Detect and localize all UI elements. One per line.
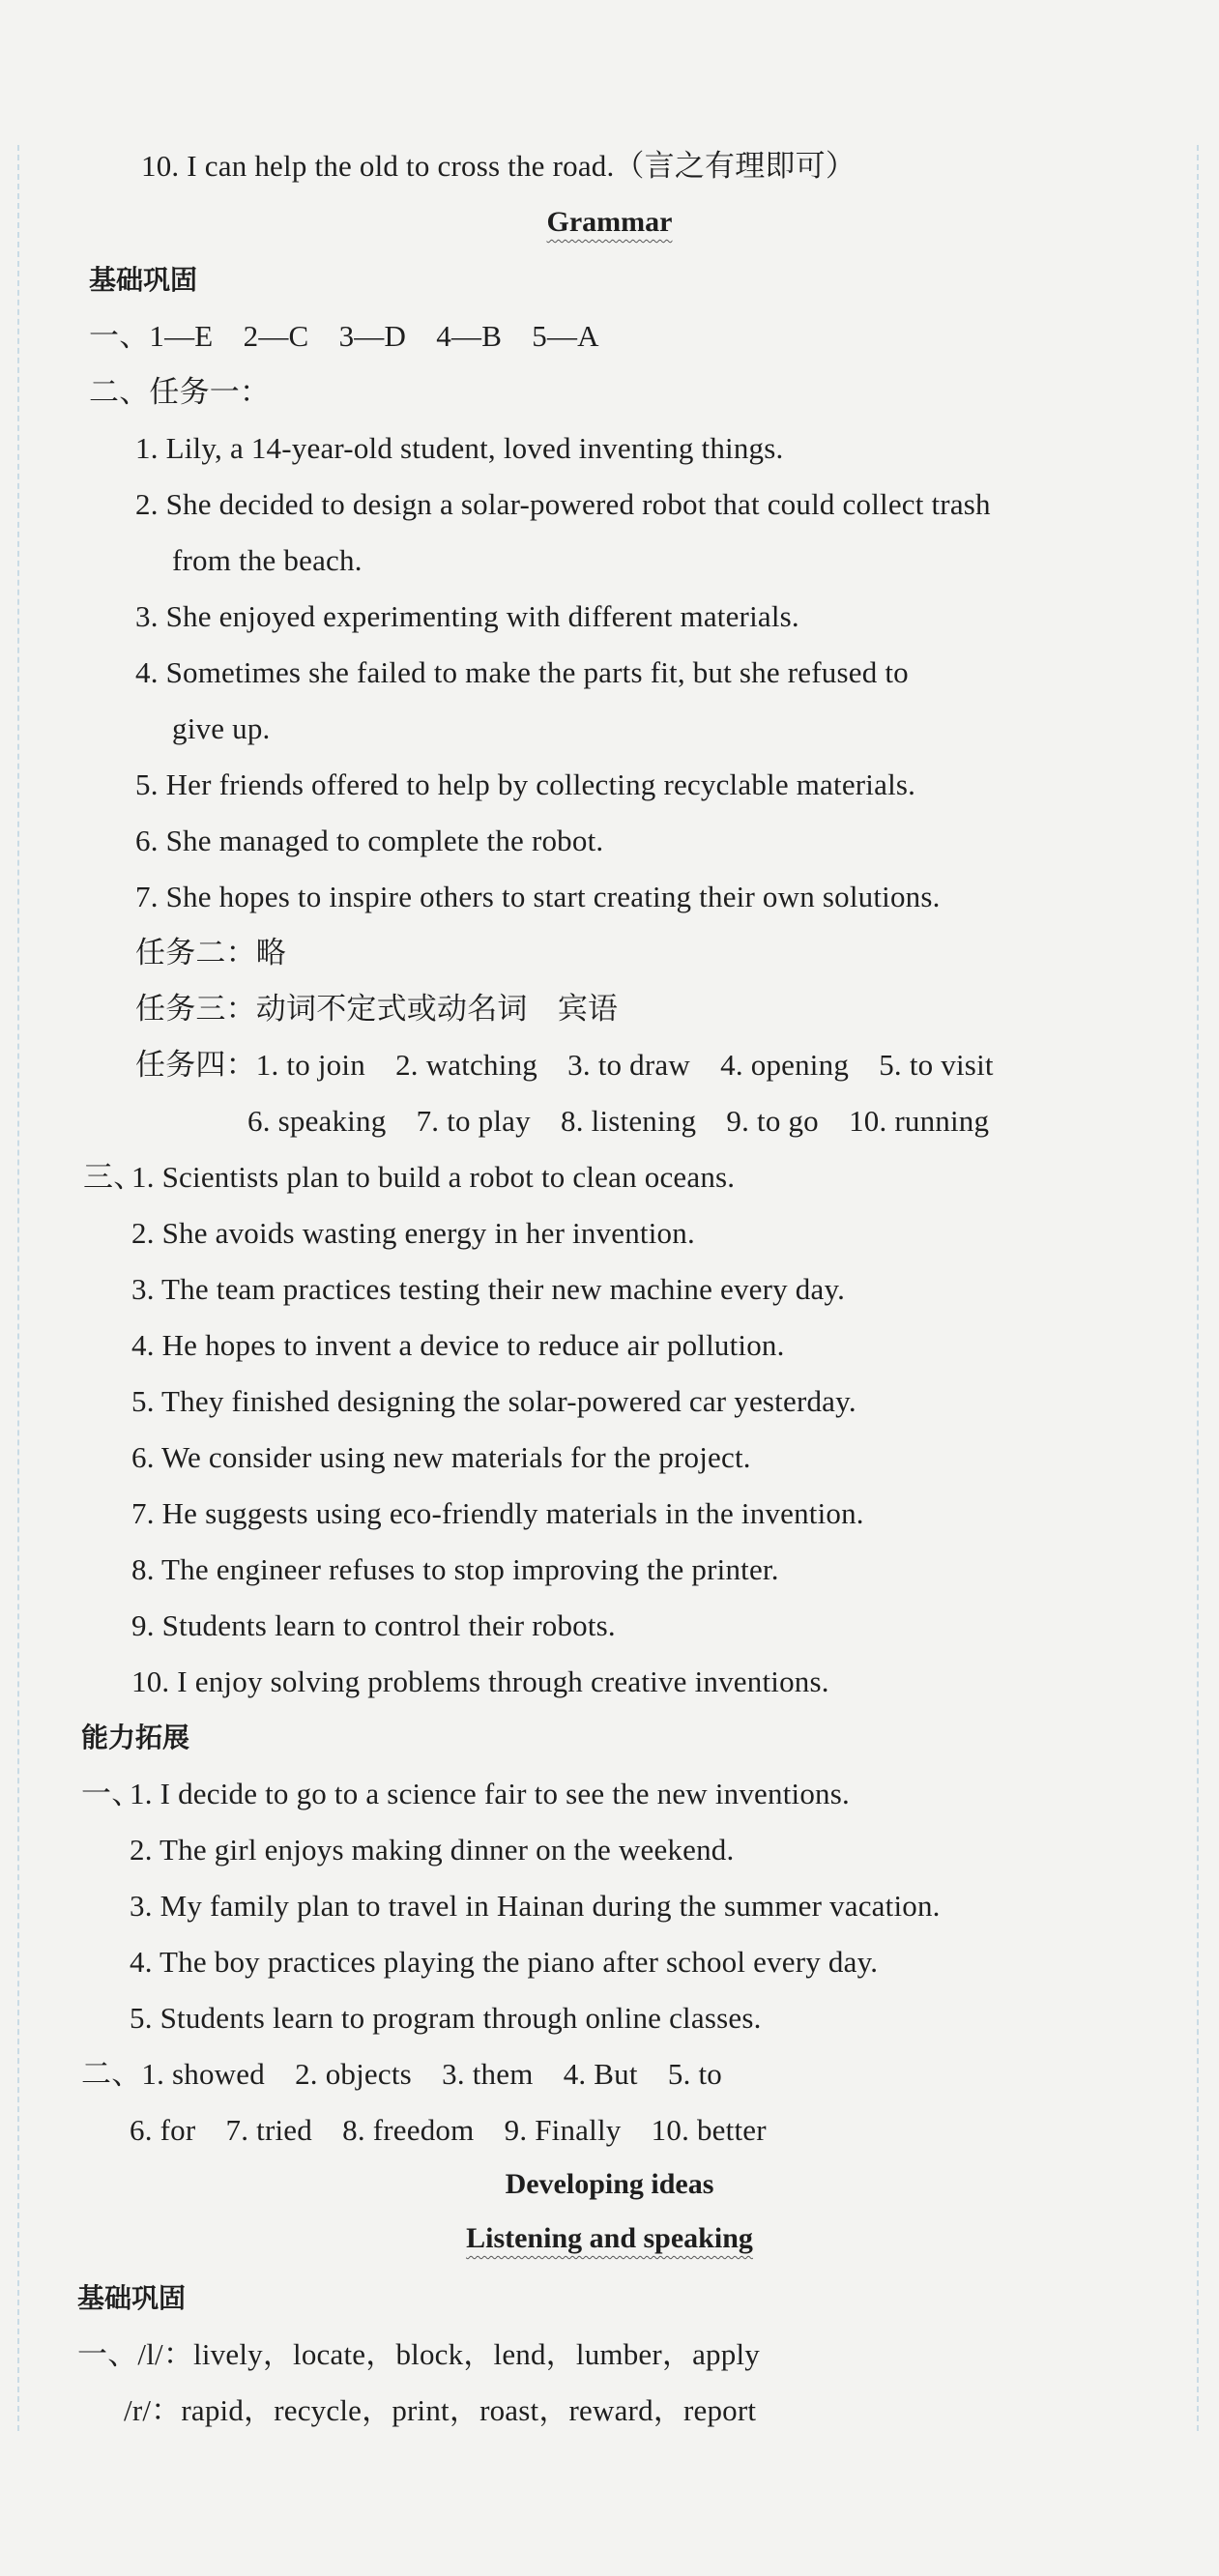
answer-line: 7. She hopes to inspire others to start creating their own solutions. — [135, 880, 941, 913]
right-margin-rule — [1197, 145, 1199, 2431]
subsection-title-basic: 基础巩固 — [77, 2282, 187, 2314]
task-line-continuation: 6. speaking 7. to play 8. listening 9. to go 10. running — [247, 1104, 990, 1138]
phonics-line-l: 一、/l/：lively，locate，block，lend，lumber，apply — [77, 2337, 760, 2371]
answer-line: 5. Her friends offered to help by collecting recyclable materials. — [135, 767, 916, 801]
answer-line: 4. Sometimes she failed to make the parts fit, but she refused to — [135, 655, 909, 689]
answer-line: 一、1—E 2—C 3—D 4—B 5—A — [89, 319, 599, 353]
answer-line: 10. I enjoy solving problems through creative inventions. — [131, 1664, 829, 1698]
task-line: 任务二：略 — [135, 936, 286, 970]
phonics-line-r: /r/：rapid，recycle，print，roast，reward，report — [124, 2393, 757, 2427]
answer-line: 5. They finished designing the solar-powered car yesterday. — [131, 1384, 856, 1418]
answer-line: 1. Scientists plan to build a robot to clean oceans. — [131, 1160, 736, 1194]
section-heading-listening-speaking: Listening and speaking — [466, 2222, 753, 2254]
question-prefix: 一、 — [81, 1777, 142, 1810]
answer-line: 6. We consider using new materials for the project. — [131, 1440, 751, 1474]
answer-line: 1. I decide to go to a science fair to see the new inventions. — [130, 1777, 850, 1810]
answer-line-continuation: from the beach. — [172, 543, 363, 577]
question-prefix: 三、 — [83, 1160, 144, 1194]
answer-line: 1. Lily, a 14-year-old student, loved inventing things. — [135, 431, 784, 465]
answer-line: 3. My family plan to travel in Hainan during the summer vacation. — [130, 1889, 941, 1923]
answer-line: 5. Students learn to program through online classes. — [130, 2001, 762, 2035]
answer-line: 7. He suggests using eco-friendly materials in the invention. — [131, 1496, 864, 1530]
answer-line: 9. Students learn to control their robots. — [131, 1608, 616, 1642]
section-heading-developing-ideas: Developing ideas — [505, 2168, 714, 2200]
answer-line: 2. The girl enjoys making dinner on the weekend. — [130, 1833, 735, 1867]
answer-line: 2. She decided to design a solar-powered robot that could collect trash — [135, 487, 991, 521]
answer-line-continuation: give up. — [172, 711, 271, 745]
subsection-title-basic: 基础巩固 — [89, 264, 198, 296]
task-line: 任务三：动词不定式或动名词 宾语 — [135, 992, 619, 1026]
answer-line: 4. The boy practices playing the piano after school every day. — [130, 1945, 879, 1979]
section-heading-grammar: Grammar — [546, 206, 673, 238]
answer-line: 10. I can help the old to cross the road.（言之有理即可） — [141, 149, 856, 183]
answer-line: 2. She avoids wasting energy in her invention. — [131, 1216, 695, 1250]
answer-line: 4. He hopes to invent a device to reduce air pollution. — [131, 1328, 785, 1362]
answer-line: 6. She managed to complete the robot. — [135, 824, 604, 857]
subsection-title-extension: 能力拓展 — [81, 1722, 190, 1753]
answer-line: 二、1. showed 2. objects 3. them 4. But 5. to — [81, 2057, 723, 2091]
left-margin-rule — [17, 145, 19, 2431]
answer-line: 8. The engineer refuses to stop improving the printer. — [131, 1552, 779, 1586]
question-title: 二、任务一： — [89, 375, 271, 409]
answer-line-continuation: 6. for 7. tried 8. freedom 9. Finally 10. better — [130, 2113, 767, 2147]
task-line: 任务四：1. to join 2. watching 3. to draw 4. opening 5. to visit — [135, 1048, 994, 1082]
answer-line: 3. The team practices testing their new machine every day. — [131, 1272, 846, 1306]
answer-line: 3. She enjoyed experimenting with different materials. — [135, 599, 799, 633]
